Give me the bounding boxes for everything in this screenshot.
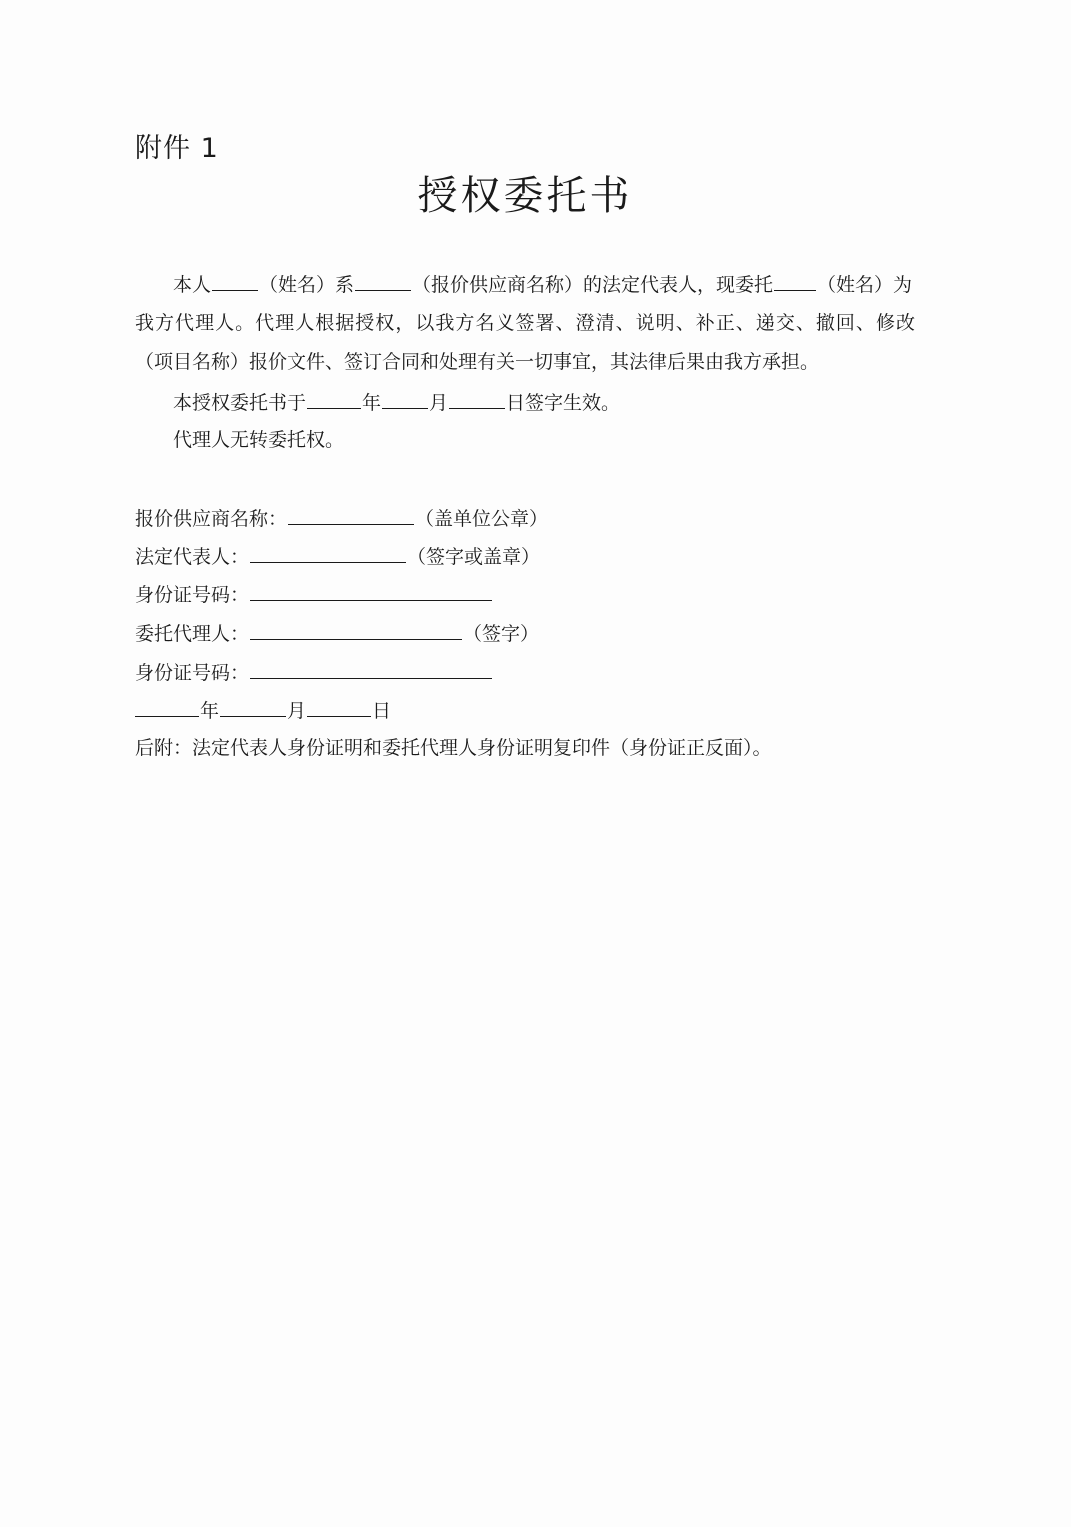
- text-segment: 月: [429, 392, 449, 414]
- supplier-blank: [355, 270, 411, 291]
- agent-signature-field: [250, 619, 462, 640]
- text-segment: （姓名）系: [259, 274, 355, 296]
- document-title: 授权委托书: [417, 173, 633, 219]
- year-blank: [307, 388, 361, 409]
- effective-date-line: [173, 388, 620, 414]
- id-number-row-1: [135, 580, 493, 606]
- text-segment: 年: [200, 700, 220, 722]
- field-label: 身份证号码：: [135, 662, 250, 684]
- text-segment: 日签字生效。: [506, 392, 621, 414]
- text-segment: 本授权委托书于: [173, 392, 307, 414]
- legal-rep-signature-field: [250, 542, 406, 563]
- signing-day-blank: [307, 696, 371, 717]
- field-note: （盖单位公章）: [415, 508, 549, 530]
- text-segment: （报价供应商名称）的法定代表人，现委托: [412, 274, 774, 296]
- month-blank: [382, 388, 428, 409]
- field-note: （签字）: [463, 623, 540, 645]
- field-label: 法定代表人：: [135, 546, 250, 568]
- legal-rep-row: [135, 542, 540, 568]
- agent-row: [135, 619, 539, 645]
- field-note: （签字或盖章）: [407, 546, 541, 568]
- id-number-row-2: [135, 658, 493, 684]
- supplier-name-field: [288, 504, 414, 525]
- day-blank: [449, 388, 505, 409]
- signing-date-row: [135, 696, 391, 722]
- field-label: 报价供应商名称：: [135, 508, 288, 530]
- text-segment: 日: [372, 700, 392, 722]
- paragraph-1-line-1: [173, 270, 912, 296]
- signing-year-blank: [135, 696, 199, 717]
- text-segment: 月: [287, 700, 307, 722]
- attachment-label: 附件 1: [135, 133, 219, 164]
- name-blank: [212, 270, 258, 291]
- id-number-field-1: [250, 580, 492, 601]
- supplier-name-row: [135, 504, 548, 530]
- text-segment: 本人: [173, 274, 212, 296]
- agent-name-blank: [774, 270, 816, 291]
- field-label: 身份证号码：: [135, 584, 250, 606]
- no-subdelegation-line: 代理人无转委托权。: [173, 429, 345, 451]
- id-number-field-2: [250, 658, 492, 679]
- paragraph-1-line-2: 我方代理人。代理人根据授权，以我方名义签署、澄清、说明、补正、递交、撤回、修改: [135, 312, 915, 334]
- appendix-note: 后附：法定代表人身份证明和委托代理人身份证明复印件（身份证正反面）。: [135, 737, 772, 759]
- signing-month-blank: [220, 696, 286, 717]
- paragraph-1-line-3: （项目名称）报价文件、签订合同和处理有关一切事宜，其法律后果由我方承担。: [135, 351, 820, 373]
- text-segment: 年: [362, 392, 382, 414]
- text-segment: （姓名）为: [817, 274, 913, 296]
- field-label: 委托代理人：: [135, 623, 250, 645]
